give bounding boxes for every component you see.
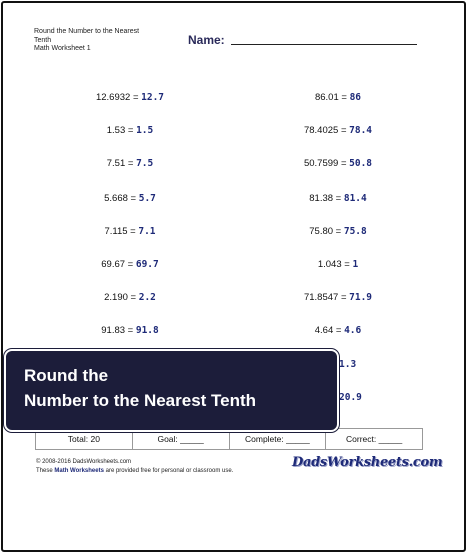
banner-line-2: Number to the Nearest Tenth <box>24 391 257 410</box>
answer: 7.1 <box>138 226 156 237</box>
problem-left-3 <box>60 158 200 169</box>
answer: 91.8 <box>135 325 159 336</box>
answer: 81.4 <box>343 193 367 204</box>
question: 75.80 = <box>309 226 342 237</box>
problem-left-6 <box>60 259 200 270</box>
total-cell: Total: 20 <box>36 429 133 449</box>
question: 81.38 = <box>309 193 342 204</box>
answer: 12.7 <box>141 92 165 103</box>
site-logo[interactable]: DadsWorksheets.com <box>292 455 443 470</box>
question: 91.83 = <box>101 325 134 336</box>
worksheet-title: Round the Number to the Nearest Tenth <box>34 28 140 44</box>
note-prefix: These <box>36 468 53 474</box>
title-banner <box>4 349 339 432</box>
question: 71.8547 = <box>303 292 347 303</box>
answer: 78.4 <box>349 125 373 136</box>
answer: 4.6 <box>344 325 362 336</box>
problem-left-5 <box>60 226 200 237</box>
question: 12.6932 = <box>95 92 139 103</box>
answer: 50.8 <box>349 158 373 169</box>
worksheet-subtitle: Math Worksheet 1 <box>34 45 91 52</box>
question: 2.190 = <box>104 292 137 303</box>
problem-right-6 <box>268 259 408 270</box>
question: 1.043 = <box>317 259 350 270</box>
answer: 1.5 <box>136 125 154 136</box>
question: 50.7599 = <box>303 158 347 169</box>
problem-right-4 <box>268 193 408 204</box>
problem-right-7 <box>268 292 408 303</box>
problem-left-4 <box>60 193 200 204</box>
problem-right-3 <box>268 158 408 169</box>
usage-note <box>36 468 233 474</box>
answer: 20.9 <box>339 392 362 403</box>
correct-cell: Correct: _____ <box>346 434 403 444</box>
copyright-text: © 2008-2016 DadsWorksheets.com <box>36 459 132 465</box>
complete-cell: Complete: _____ <box>230 429 327 449</box>
problem-right-8 <box>268 325 408 336</box>
answer: 7.5 <box>136 158 154 169</box>
question: 69.67 = <box>101 259 134 270</box>
answer: 1.3 <box>339 359 357 370</box>
question: 86.01 = <box>314 92 347 103</box>
answer: 86 <box>349 92 362 103</box>
question: 4.64 = <box>314 325 342 336</box>
problem-right-2 <box>268 125 408 136</box>
note-link[interactable]: Math Worksheets <box>54 468 104 474</box>
question: 7.51 = <box>106 158 134 169</box>
question: 1.53 = <box>106 125 134 136</box>
problem-right-1 <box>268 92 408 103</box>
problem-right-10 <box>339 392 362 403</box>
name-label: Name: <box>188 33 225 47</box>
note-suffix: are provided free for personal or classroom use. <box>105 468 234 474</box>
question: 78.4025 = <box>303 125 347 136</box>
banner-line-1: Round the <box>24 366 109 385</box>
problem-left-8 <box>60 325 200 336</box>
goal-cell: Goal: _____ <box>133 429 230 449</box>
answer: 1 <box>352 259 359 270</box>
problem-right-5 <box>268 226 408 237</box>
name-line <box>231 44 417 45</box>
question: 5.668 = <box>104 193 137 204</box>
problem-left-2 <box>60 125 200 136</box>
problem-left-7 <box>60 292 200 303</box>
problem-right-9 <box>339 359 356 370</box>
answer: 5.7 <box>138 193 156 204</box>
answer: 71.9 <box>349 292 373 303</box>
answer: 75.8 <box>343 226 367 237</box>
answer: 69.7 <box>135 259 159 270</box>
question: 7.115 = <box>104 226 136 237</box>
problem-left-1 <box>60 92 200 103</box>
answer: 2.2 <box>138 292 156 303</box>
